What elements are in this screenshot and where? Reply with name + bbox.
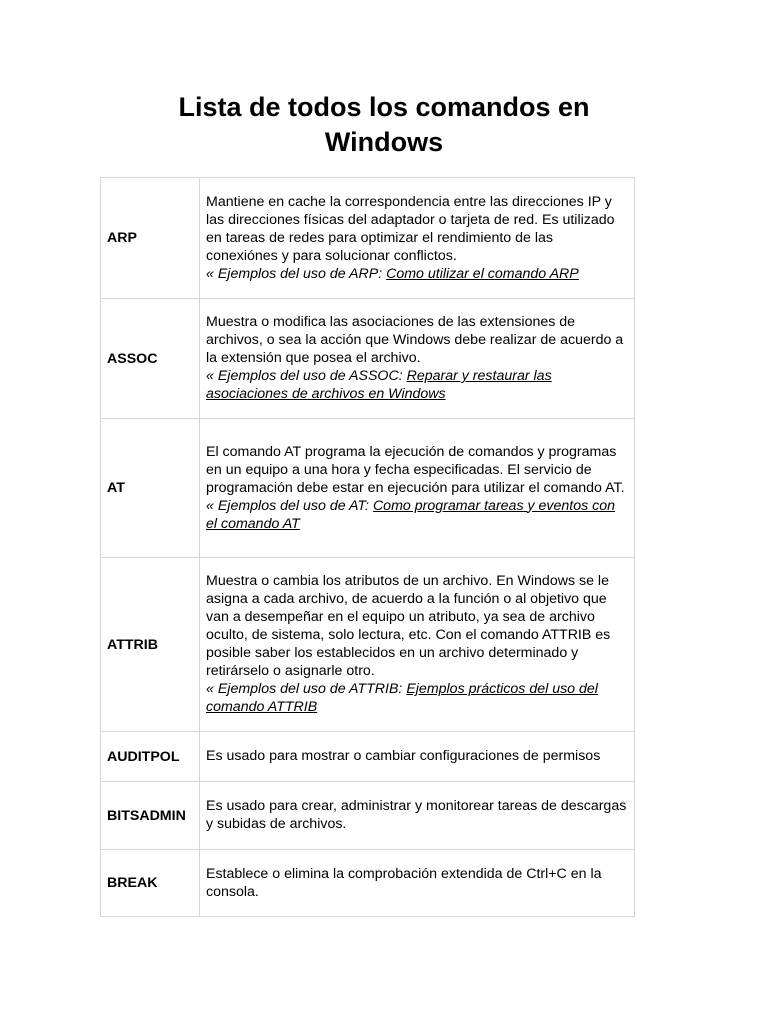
example-label: Ejemplos del uso de ATTRIB: [217, 681, 407, 697]
example-prefix: « [206, 681, 218, 697]
command-description: El comando AT programa la ejecución de comandos y programas en un equipo a una hora y fecha especificadas. El servicio de programación debe estar en ejecución para utilizar el comando AT. [206, 443, 625, 496]
example-line [206, 498, 615, 532]
command-description-cell [200, 732, 635, 782]
page-title-line-2: Windows [324, 127, 444, 157]
command-name: ARP [101, 178, 200, 299]
example-prefix: « [206, 265, 218, 282]
table-row [101, 850, 635, 917]
command-name: ATTRIB [101, 558, 200, 732]
example-line [206, 368, 552, 402]
page-title-line-1: Lista de todos los comandos en [178, 92, 590, 122]
command-description-cell [200, 782, 635, 850]
page-title [100, 90, 668, 160]
example-line [206, 266, 579, 282]
command-description: Muestra o cambia los atributos de un archivo. En Windows se le asigna a cada archivo, de acuerdo a la función o al objetivo que van a desempeñar en el equipo un atributo, ya sea de archivo oculto, de sistema, solo lectura, etc. Con el comando ATTRIB es posible saber los establecidos en un archivo determinado y retirárselo o asignarle otro. [206, 573, 611, 679]
table-row [101, 558, 635, 732]
command-description: Muestra o modifica las asociaciones de las extensiones de archivos, o sea la acción que Windows debe realizar de acuerdo a la extensión que posea el archivo. [206, 314, 624, 366]
command-description-cell [200, 558, 635, 732]
command-description: Mantiene en cache la correspondencia entre las direcciones IP y las direcciones físicas del adaptador o tarjeta de red. Es utilizado en tareas de redes para optimizar el rendimiento de las conexiónes y para solucionar conflictos. [206, 193, 615, 264]
example-link[interactable]: Reparar y restaurar las asociaciones de archivos en Windows [206, 368, 552, 402]
command-name: AT [101, 419, 200, 558]
example-label: Ejemplos del uso de ARP: [217, 265, 387, 282]
table-row [101, 782, 635, 850]
example-label: Ejemplos del uso de AT: [217, 497, 373, 514]
example-line [206, 681, 598, 715]
table-row [101, 299, 635, 419]
command-description: Es usado para mostrar o cambiar configuraciones de permisos [206, 748, 601, 764]
command-name: BREAK [101, 850, 200, 917]
example-link[interactable]: Como utilizar el comando ARP [386, 265, 579, 282]
example-link[interactable]: Ejemplos prácticos del uso del comando ATTRIB [206, 681, 598, 715]
table-row [101, 178, 635, 299]
command-description-cell [200, 419, 635, 558]
command-description: Establece o elimina la comprobación extendida de Ctrl+C en la consola. [206, 865, 602, 900]
command-description-cell [200, 299, 635, 419]
command-description: Es usado para crear, administrar y monitorear tareas de descargas y subidas de archivos. [206, 798, 627, 832]
command-name: ASSOC [101, 299, 200, 419]
command-name: AUDITPOL [101, 732, 200, 782]
example-link[interactable]: Como programar tareas y eventos con el comando AT [206, 497, 616, 532]
example-label: Ejemplos del uso de ASSOC: [217, 368, 407, 384]
command-description-cell [200, 178, 635, 299]
example-prefix: « [206, 368, 218, 384]
command-description-cell [200, 850, 635, 917]
table-row [101, 419, 635, 558]
table-row [101, 732, 635, 782]
command-name: BITSADMIN [101, 782, 200, 850]
commands-table [100, 177, 635, 917]
example-prefix: « [206, 497, 218, 514]
